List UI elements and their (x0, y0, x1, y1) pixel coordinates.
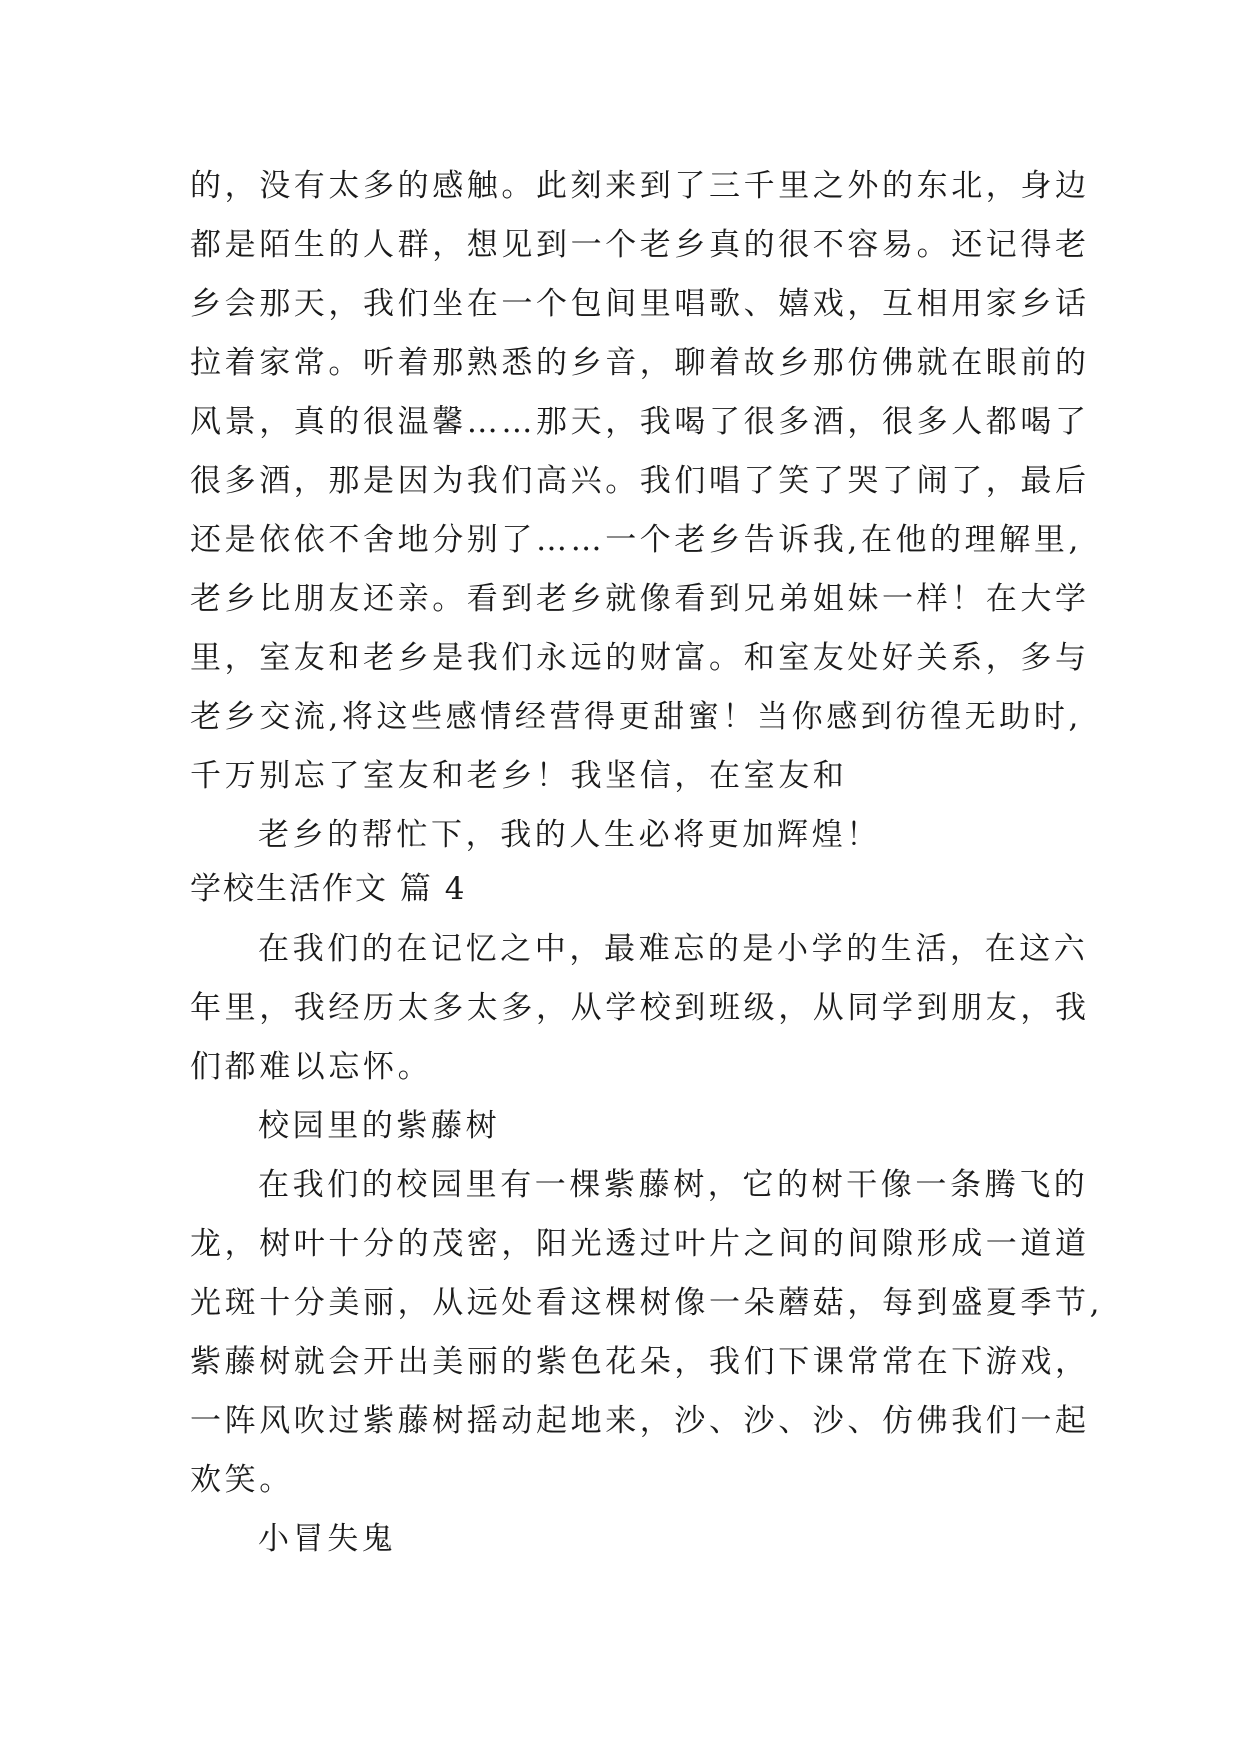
paragraph-line: 欢笑。 (190, 1462, 294, 1498)
paragraph-line: 紫藤树就会开出美丽的紫色花朵，我们下课常常在下游戏， (190, 1344, 1090, 1380)
paragraph-line: 光斑十分美丽，从远处看这棵树像一朵蘑菇，每到盛夏季节, (190, 1285, 1104, 1321)
subtitle-little-careless: 小冒失鬼 (258, 1521, 397, 1557)
paragraph-line: 的，没有太多的感触。此刻来到了三千里之外的东北，身边 (190, 168, 1090, 204)
paragraph-line: 们都难以忘怀。 (190, 1049, 433, 1085)
paragraph-line: 很多酒，那是因为我们高兴。我们唱了笑了哭了闹了，最后 (190, 463, 1090, 499)
paragraph-line: 都是陌生的人群，想见到一个老乡真的很不容易。还记得老 (190, 227, 1090, 263)
paragraph-line: 年里，我经历太多太多，从学校到班级，从同学到朋友，我 (190, 990, 1090, 1026)
paragraph-line: 千万别忘了室友和老乡！我坚信，在室友和 (190, 758, 848, 794)
document-body (190, 157, 1104, 1569)
closing-line: 老乡的帮忙下，我的人生必将更加辉煌！ (258, 817, 881, 853)
paragraph-line: 风景，真的很温馨……那天，我喝了很多酒，很多人都喝了 (190, 404, 1090, 440)
paragraph-line: 还是依依不舍地分别了……一个老乡告诉我,在他的理解里, (190, 522, 1082, 558)
subtitle-wisteria: 校园里的紫藤树 (258, 1108, 501, 1144)
paragraph-line: 在我们的校园里有一棵紫藤树，它的树干像一条腾飞的 (258, 1167, 1089, 1203)
section-heading: 学校生活作文 篇 4 (190, 871, 467, 907)
paragraph-line: 在我们的在记忆之中，最难忘的是小学的生活，在这六 (258, 931, 1089, 967)
paragraph-line: 老乡比朋友还亲。看到老乡就像看到兄弟姐妹一样！在大学 (190, 581, 1090, 617)
paragraph-line: 乡会那天，我们坐在一个包间里唱歌、嬉戏，互相用家乡话 (190, 286, 1090, 322)
paragraph-line: 拉着家常。听着那熟悉的乡音，聊着故乡那仿佛就在眼前的 (190, 345, 1090, 381)
paragraph-line: 一阵风吹过紫藤树摇动起地来，沙、沙、沙、仿佛我们一起 (190, 1403, 1090, 1439)
paragraph-line: 里，室友和老乡是我们永远的财富。和室友处好关系，多与 (190, 640, 1090, 676)
paragraph-line: 龙，树叶十分的茂密，阳光透过叶片之间的间隙形成一道道 (190, 1226, 1090, 1262)
paragraph-line: 老乡交流,将这些感情经营得更甜蜜！当你感到彷徨无助时, (190, 699, 1082, 735)
